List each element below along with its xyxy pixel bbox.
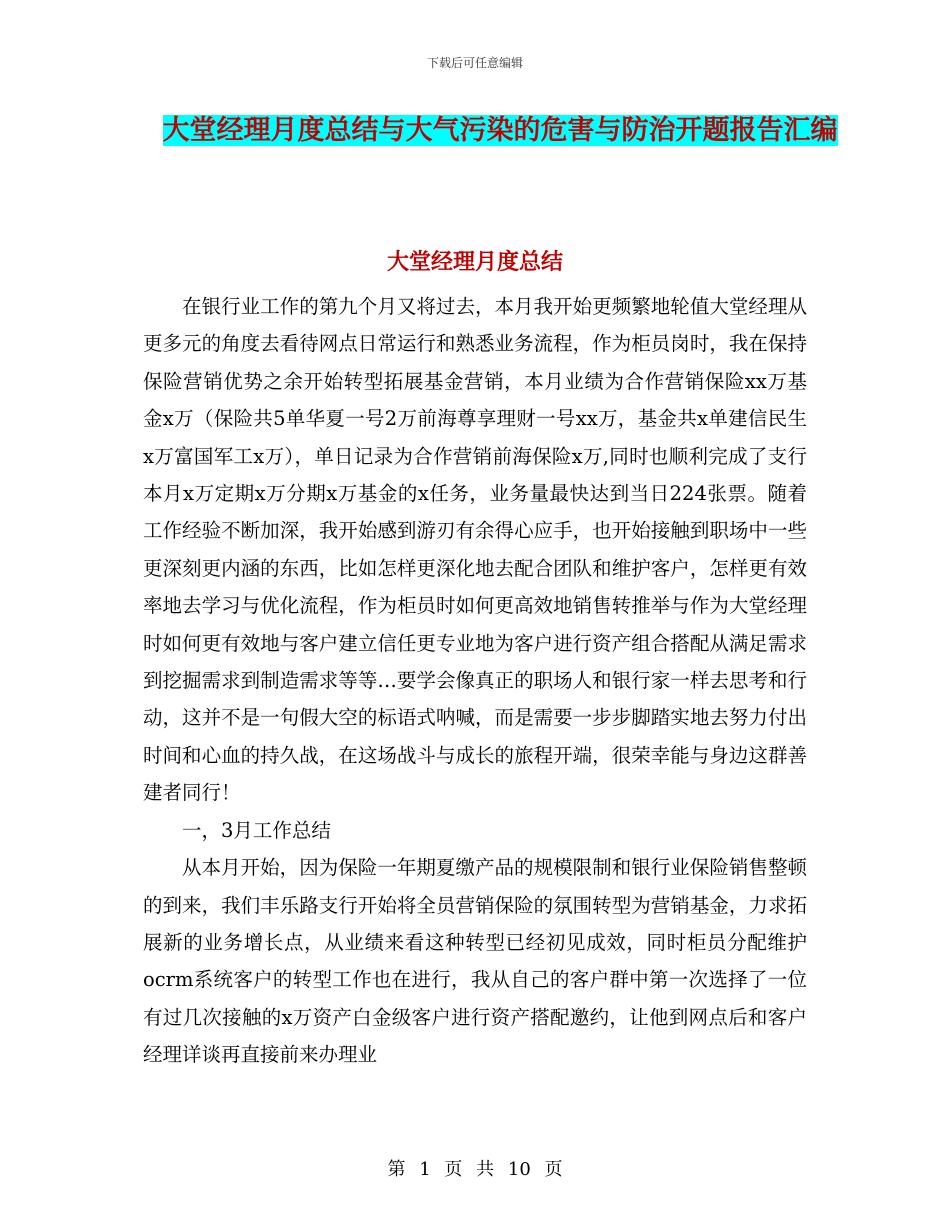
page-current: 1 <box>419 1159 431 1180</box>
document-title <box>150 108 850 154</box>
document-body <box>143 288 807 1074</box>
page-footer <box>0 1155 950 1181</box>
body-paragraph: 从本月开始，因为保险一年期夏缴产品的规模限制和银行业保险销售整顿的到来，我们丰乐路支行开始将全员营销保险的氛围转型为营销基金，力求拓展新的业务增长点，从业绩来看这种转型已经初见成效，同时柜员分配维护ocrm系统客户的转型工作也在进行，我从自己的客户群中第一次选择了一位有过几次接触的x万资产白金级客户进行资产搭配邀约，让他到网点后和客户经理详谈再直接前来办理业 <box>143 856 807 1067</box>
page-label-suffix: 页 <box>544 1159 563 1180</box>
page-label-mid1: 页 <box>444 1159 463 1180</box>
body-paragraph: 在银行业工作的第九个月又将过去，本月我开始更频繁地轮值大堂经理从更多元的角度去看待网点日常运行和熟悉业务流程，作为柜员岗时，我在保持保险营销优势之余开始转型拓展基金营销，本月业绩为合作营销保险xx万基金x万（保险共5单华夏一号2万前海尊享理财一号xx万，基金共x单建信民生x万富国军工x万），单日记录为合作营销前海保险x万,同时也顺利完成了支行本月x万定期x万分期x万基金的x任务，业务量最快达到当日224张票。随着工作经验不断加深，我开始感到游刃有余得心应手，也开始接触到职场中一些更深刻更内涵的东西，比如怎样更深化地去配合团队和维护客户，怎样更有效率地去学习与优化流程，作为柜员时如何更高效地销售转推举与作为大堂经理时如何更有效地与客户建立信任更专业地为客户进行资产组合搭配从满足需求到挖掘需求到制造需求等等…要学会像真正的职场人和银行家一样去思考和行动，这并不是一句假大空的标语式呐喊，而是需要一步步脚踏实地去努力付出时间和心血的持久战，在这场战斗与成长的旅程开端，很荣幸能与身边这群善建者同行！ <box>143 295 807 805</box>
section-title: 大堂经理月度总结 <box>386 249 563 275</box>
page-label-mid2: 共 <box>476 1159 495 1180</box>
body-subheading: 一，3月工作总结 <box>182 818 331 842</box>
page-total: 10 <box>507 1159 531 1180</box>
document-title-text: 大堂经理月度总结与大气污染的危害与防治开题报告汇编 <box>162 115 838 146</box>
page-label-prefix: 第 <box>387 1159 406 1180</box>
header-note: 下载后可任意编辑 <box>426 56 523 70</box>
